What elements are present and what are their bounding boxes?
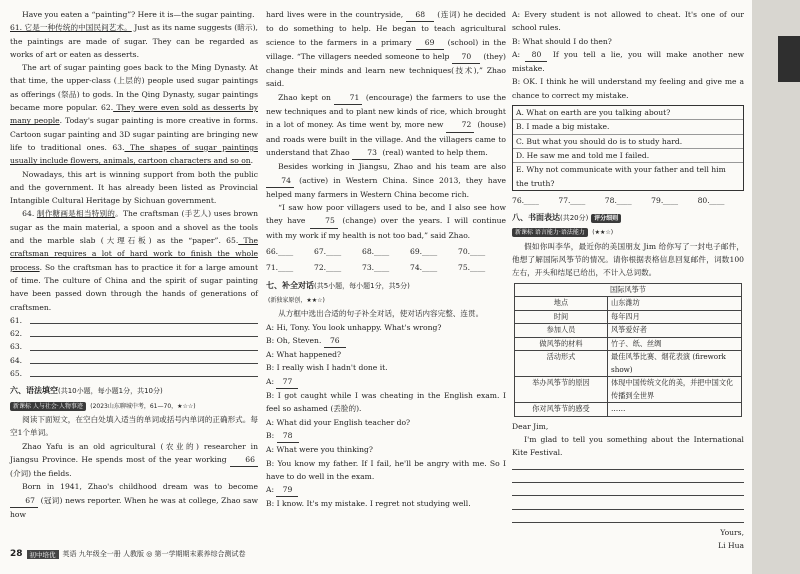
passage-paragraph: Zhao kept on 71 (encourage) the farmers to use the new techniques and to plant new kinds of rice, which brought in a lot of money. As time went by, more new 72 (house) and roads were built in the village. And the villagers came to understand that Zhao 73 (real) wanted to help them. [266,91,506,160]
answer-slot[interactable]: 67. ____ [314,247,342,257]
dialogue-line: A: 77 [266,375,506,389]
table-row: 做风筝的材料 竹子、纸、丝绸 [515,337,742,351]
table-title: 国际风筝节 [515,283,742,297]
answer-row [266,245,506,258]
passage-paragraph: Born in 1941, Zhao's childhood dream was to become 67 (冠词) news reporter. When he was at college, Zhao saw how [10,482,258,519]
letter-opening: I'm glad to tell you something about the International Kite Festival. [512,434,744,458]
dialogue-line: B: I got caught while I was cheating in the English exam. I feel so ashamed (丢脸的). [266,391,507,414]
answer-slot[interactable]: 73. ____ [362,263,390,273]
page-footer [10,549,246,559]
answer-slot[interactable]: 70. ____ [458,247,486,257]
answer-slot[interactable]: 78. ____ [604,195,632,205]
page-tab [778,36,800,82]
blank-79[interactable]: 79 [276,483,298,497]
options-box [512,105,744,191]
passage-paragraph: Have you eaten a “painting”? Here it is—the sugar painting. 61. 它是一种传统的中国民间艺术。 Just as its name suggests (暗示), the paintings are made of sugar. They can be regarded as works of art or eaten as desserts. [10,10,258,59]
passage-paragraph: “I saw how poor villagers used to be, and I also see how they have 75 (change) over the years. I will continue with my work if my health is not too bad,” said Zhao. [266,203,506,240]
table-row: 地点 山东潍坊 [515,297,742,311]
dialogue-line: A: What were you thinking? [266,445,373,455]
dialogue-line: B: OK. I think he will understand my feeling and give me a chance to correct my mistake. [512,77,744,100]
answer-slot[interactable]: 68. ____ [362,247,390,257]
blank-66[interactable]: 66 [230,453,258,467]
brand-label: 初中培优 [27,550,59,559]
answer-line[interactable]: 65. [10,367,258,380]
table-row: 你对风筝节的感受 …… [515,403,742,417]
answer-slot[interactable]: 66. ____ [266,247,294,257]
answer-line[interactable]: 63. [10,340,258,353]
answer-slot[interactable]: 77. ____ [558,195,586,205]
table-row: 时间 每年四月 [515,310,742,324]
table-row: 活动形式 最佳风筝比赛、烟花表演 (firework show) [515,351,742,377]
answer-slot[interactable]: 80. ____ [697,195,725,205]
blank-67[interactable]: 67 [10,494,38,508]
option-item: B. I made a big mistake. [513,120,743,134]
option-item: C. But what you should do is to study hard. [513,135,743,149]
answer-line[interactable]: 62. [10,327,258,340]
section-tag: 新课标 人与社会·人物事迹 (2023山东聊城中考，61—70，★☆☆) [10,399,258,413]
column-right [512,8,744,553]
option-item: A. What on earth are you talking about? [513,106,743,120]
blank-78[interactable]: 78 [277,429,299,443]
section-tag: 新课标 语言能力·语法能力 (★★☆) [512,225,744,239]
letter-greeting: Dear Jim, [512,421,549,431]
answer-slot[interactable]: 69. ____ [410,247,438,257]
column-left [10,8,258,521]
dialogue-line: A: What happened? [266,350,342,360]
translation-lines [10,314,258,380]
answer-row [266,261,506,274]
section-tag: (新独家原创，★★☆) [268,296,325,304]
table-row: 参加人员 风筝爱好者 [515,324,742,338]
section-title: 八、书面表达(共20分) 评分细则 [512,211,744,225]
page-number: 28 [10,549,23,559]
footer-text: 英语 九年级全一册 人教版 ◎ 第一学期期末素养综合测试卷 [62,550,246,558]
dialogue-line: A: Hi, Tony. You look unhappy. What's wrong? [266,322,442,332]
section-title: 七、补全对话(共5小题，每小题1分，共5分) [266,280,410,290]
answer-slot[interactable]: 79. ____ [651,195,679,205]
section-instructions: 阅读下面短文，在空白处填入适当的单词或括号内单词的正确形式。每空1个单词。 [10,414,258,438]
blank-72[interactable]: 72 [446,118,474,132]
dialogue-line: B: 78 [266,429,506,443]
answer-slot[interactable]: 74. ____ [410,263,438,273]
table-row: 举办风筝节的原因 体现中国传统文化的美，并把中国文化传播到全世界 [515,377,742,403]
answer-slot[interactable]: 75. ____ [458,263,486,273]
passage-paragraph: Besides working in Jiangsu, Zhao and his team are also 74 (active) in Western China. Since 2013, they have helped many farmers in Western China become rich. [266,162,506,199]
writing-lines[interactable] [512,460,744,526]
section-instructions: 从方框中选出合适的句子补全对话，使对话内容完整、连贯。 [278,309,484,319]
blank-70[interactable]: 70 [452,50,480,64]
answer-line[interactable]: 64. [10,354,258,367]
answer-slot[interactable]: 71. ____ [266,263,294,273]
blank-80[interactable]: 80 [525,48,547,62]
passage-paragraph: Zhao Yafu is an old agricultural (农业的) researcher in Jiangsu Province. He spends most of the year working 66 (介词) the fields. [10,441,258,479]
page-edge [752,0,800,574]
answer-row [512,194,744,207]
blank-76[interactable]: 76 [324,334,346,348]
letter-closing: Yours, [720,528,744,538]
dialogue-line: A: 80 If you tell a lie, you will make another new mistake. [512,49,744,74]
dialogue-line: B: You know my father. If I fail, he'll be angry with me. So I have to do well in the exam. [266,458,506,481]
dialogue [266,321,506,511]
dialogue-line: A: What did your English teacher do? [266,417,411,427]
blank-69[interactable]: 69 [416,36,444,50]
dialogue-line: A: Every student is not allowed to cheat. It's one of our school rules. [512,10,744,33]
blank-75[interactable]: 75 [310,214,338,228]
blank-68[interactable]: 68 [406,8,434,22]
blank-71[interactable]: 71 [334,91,362,105]
passage-paragraph: Nowadays, this art is winning support from both the public and the government. It has already been listed as Provincial Intangible Cultural Heritage by Sichuan government. [10,169,258,206]
passage-paragraph: The art of sugar painting goes back to the Ming Dynasty. At that time, the upper-class (上层的) people used sugar paintings as offerings (祭品) to gods. In the Qing Dynasty, sugar paintings became more popular. 62. They were even sold as desserts by many people. Today's sugar painting is more creative in forms. Cartoon sugar painting and 3D sugar painting are bringing new life to traditional ones. 63. The shapes of sugar paintings usually include flowers, animals, cartoon characters and so on. [10,63,258,166]
column-middle [266,8,506,511]
section-title: 六、语法填空(共10小题，每小题1分，共10分) [10,386,163,396]
dialogue-line: A: 79 [266,483,506,497]
blank-74[interactable]: 74 [266,174,294,188]
option-item: E. Why not communicate with your father and tell him the truth? [516,165,726,188]
blank-73[interactable]: 73 [352,146,380,160]
passage-paragraph: hard lives were in the countryside, 68 (连词) he decided to do something to help. He began to teach agricultural science to the farmers in a primary 69 (school) in the village. “The villagers needed someone to help 70 (they) change their minds and learn new techniques(技术),” Zhao said. [266,10,506,89]
answer-line[interactable]: 61. [10,314,258,327]
dialogue-line: B: I really wish I hadn't done it. [266,363,388,373]
info-table [514,283,742,417]
passage-paragraph: 64. 制作糖画是相当特别的。The craftsman (手艺人) uses brown sugar as the main material, a spoon and a shovel as the tools and the marble slab (大理石板) as the “paper”. 65. The craftsman requires a lot of hard work to finish the whole process. So the craftsman has to practice it for a large amount of time. The culture of China and the spirit of sugar painting have been passed down through the hands of generations of craftsmen. [10,209,259,312]
dialogue-line: B: I know. It's my mistake. I regret not studying well. [266,499,471,509]
letter-signature: Li Hua [718,541,744,551]
answer-slot[interactable]: 72. ____ [314,263,342,273]
answer-slot[interactable]: 76. ____ [512,195,539,205]
dialogue-line: B: What should I do then? [512,36,612,46]
scoring-tag[interactable]: 评分细则 [591,214,621,223]
option-item: D. He saw me and told me I failed. [513,149,743,163]
dialogue-line: B: Oh, Steven. 76 [266,334,506,348]
blank-77[interactable]: 77 [276,375,298,389]
section-instructions: 假如你叫李华，最近你的美国朋友 Jim 给你写了一封电子邮件，他想了解国际风筝节的情况。请你根据表格信息回复邮件，词数100左右，开头和结尾已给出，不计入总词数。 [512,241,744,278]
